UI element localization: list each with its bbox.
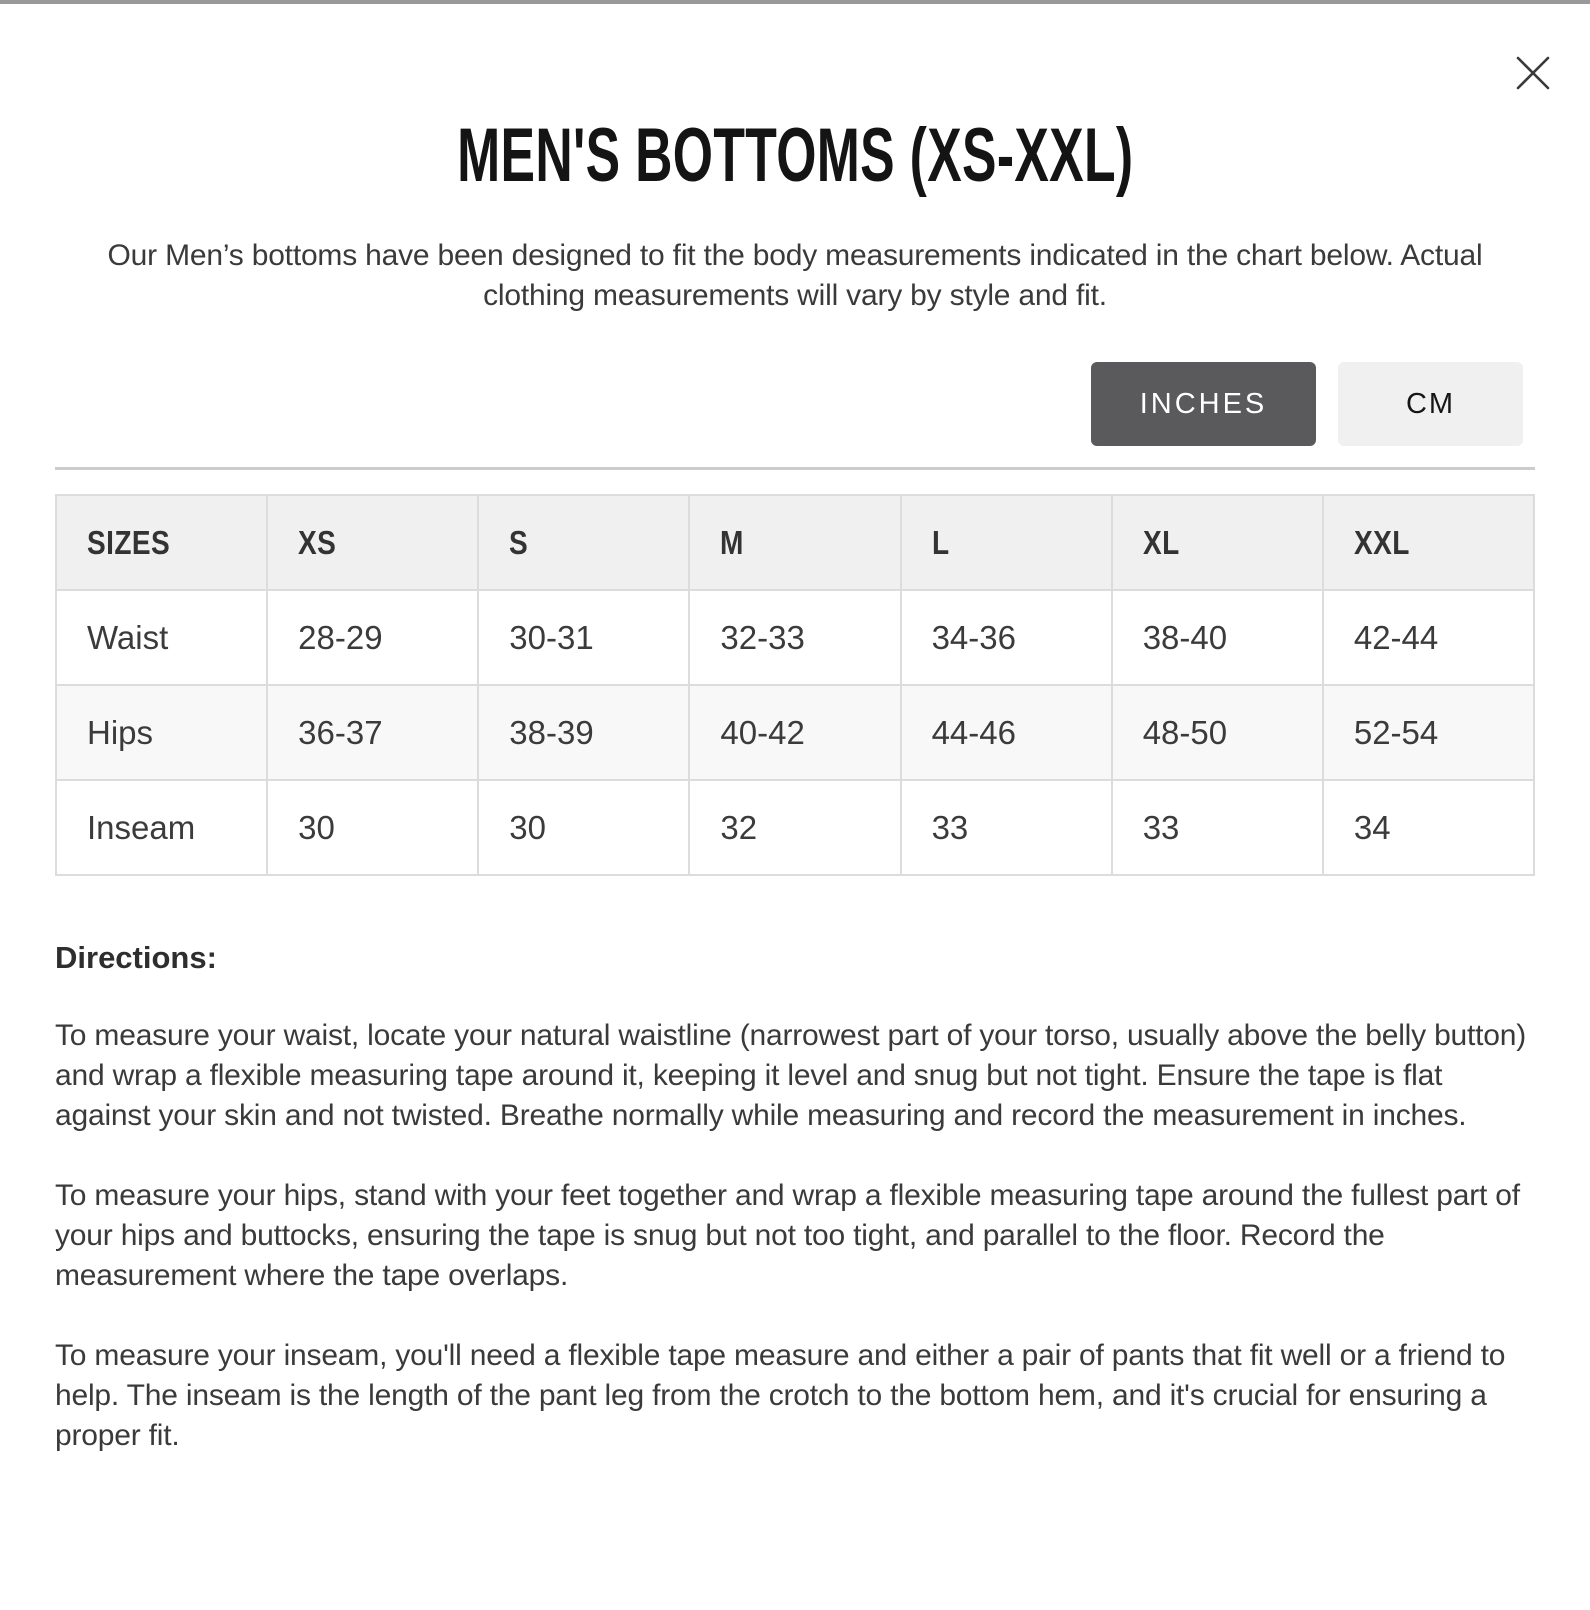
page-title-text: MEN'S BOTTOMS (XS-XXL) (456, 113, 1134, 198)
table-row (56, 590, 1534, 685)
inches-toggle-button[interactable]: INCHES (1091, 362, 1316, 446)
directions-paragraphs (55, 1016, 1535, 1456)
row-label: Waist (56, 590, 267, 685)
close-icon (1512, 52, 1554, 94)
size-cell: 30 (478, 780, 689, 875)
size-cell: 33 (1112, 780, 1323, 875)
unit-toggle (55, 362, 1535, 446)
size-cell: 44-46 (901, 685, 1112, 780)
size-cell: 32-33 (689, 590, 900, 685)
size-cell: 34-36 (901, 590, 1112, 685)
size-cell: 40-42 (689, 685, 900, 780)
size-cell: 42-44 (1323, 590, 1534, 685)
column-header: S (478, 495, 689, 590)
size-cell: 38-40 (1112, 590, 1323, 685)
close-button[interactable] (1512, 52, 1554, 94)
cm-toggle-button[interactable]: CM (1338, 362, 1523, 446)
directions-paragraph: To measure your waist, locate your natural waistline (narrowest part of your torso, usually above the belly button) and wrap a flexible measuring tape around it, keeping it level and snug but not tight. Ensure the tape is flat against your skin and not twisted. Breathe normally while measuring and record the measurement in inches. (55, 1019, 1527, 1132)
size-cell: 30 (267, 780, 478, 875)
column-header: XXL (1323, 495, 1534, 590)
column-header: M (689, 495, 900, 590)
column-header: SIZES (56, 495, 267, 590)
size-cell: 38-39 (478, 685, 689, 780)
size-table-body (56, 590, 1534, 875)
size-table-header-row (56, 495, 1534, 590)
directions-heading: Directions: (55, 940, 217, 975)
size-cell: 48-50 (1112, 685, 1323, 780)
intro-text: Our Men’s bottoms have been designed to fit the body measurements indicated in the chart below. Actual clothing measurements will vary by style and fit. (107, 239, 1483, 312)
size-cell: 28-29 (267, 590, 478, 685)
size-guide-modal (0, 4, 1590, 1456)
row-label: Hips (56, 685, 267, 780)
table-row (56, 685, 1534, 780)
size-cell: 33 (901, 780, 1112, 875)
column-header: XL (1112, 495, 1323, 590)
column-header: XS (267, 495, 478, 590)
size-cell: 34 (1323, 780, 1534, 875)
size-table (55, 494, 1535, 876)
divider (55, 467, 1535, 470)
directions-paragraph: To measure your inseam, you'll need a flexible tape measure and either a pair of pants that fit well or a friend to help. The inseam is the length of the pant leg from the crotch to the bottom hem, and it's crucial for ensuring a proper fit. (55, 1339, 1506, 1452)
table-row (56, 780, 1534, 875)
size-cell: 30-31 (478, 590, 689, 685)
directions-paragraph: To measure your hips, stand with your feet together and wrap a flexible measuring tape around the fullest part of your hips and buttocks, ensuring the tape is snug but not too tight, and parallel to the floor. Record the measurement where the tape overlaps. (55, 1179, 1520, 1292)
page-title (55, 4, 1535, 196)
column-header: L (901, 495, 1112, 590)
size-cell: 32 (689, 780, 900, 875)
size-cell: 36-37 (267, 685, 478, 780)
row-label: Inseam (56, 780, 267, 875)
size-cell: 52-54 (1323, 685, 1534, 780)
